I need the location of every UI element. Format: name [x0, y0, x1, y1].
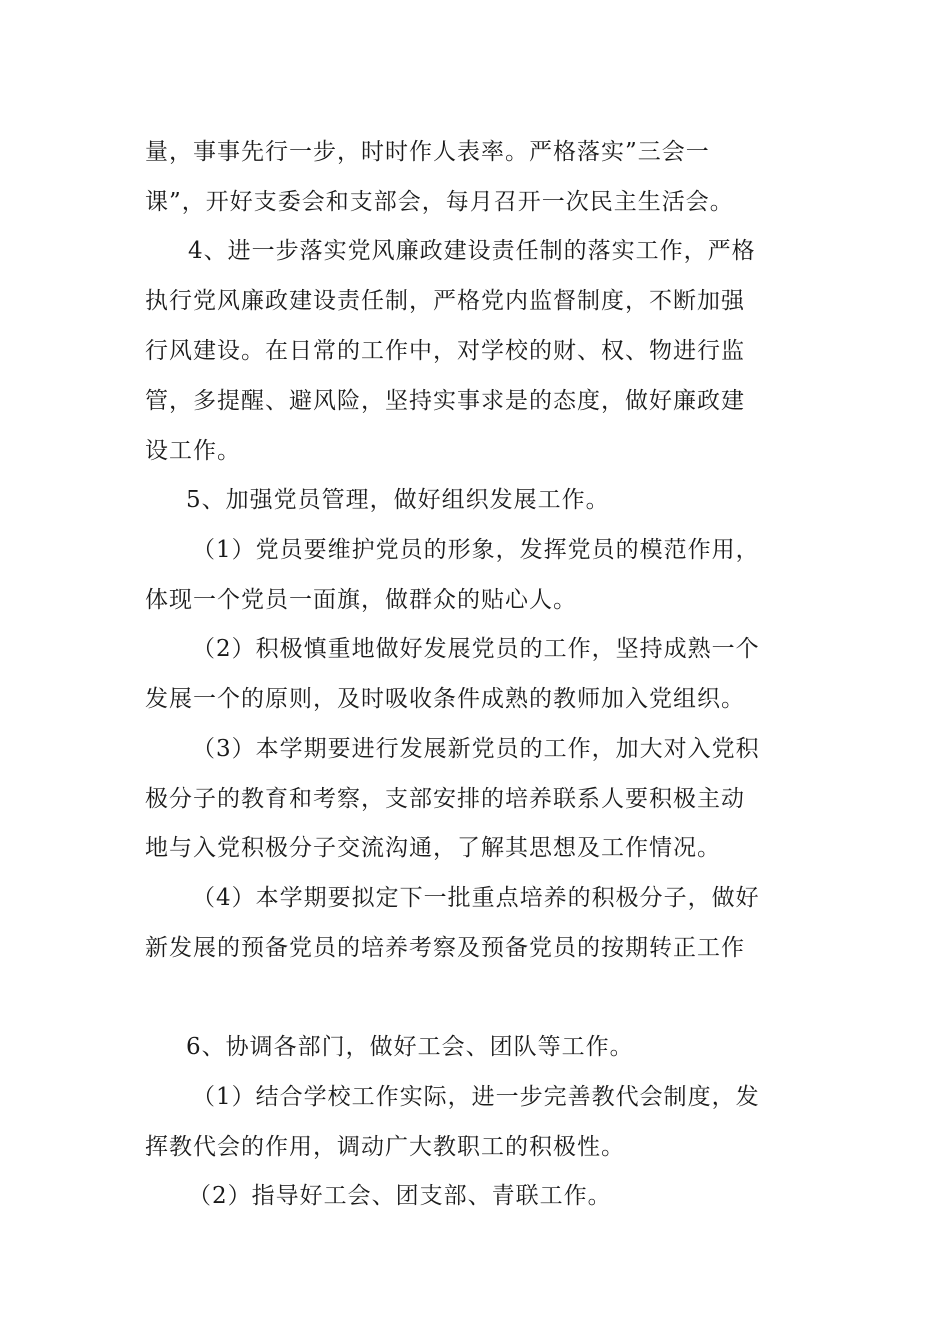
text-line: （3）本学期要进行发展新党员的工作，加大对入党积: [192, 736, 760, 762]
text-line: （1）结合学校工作实际，进一步完善教代会制度，发: [192, 1084, 760, 1110]
text-line: （2）指导好工会、团支部、青联工作。: [188, 1183, 612, 1209]
text-line: 执行党风廉政建设责任制，严格党内监督制度，不断加强: [145, 288, 745, 314]
text-line: 行风建设。在日常的工作中，对学校的财、权、物进行监: [145, 338, 745, 364]
text-line: 新发展的预备党员的培养考察及预备党员的按期转正工作: [145, 935, 745, 961]
text-line: 体现一个党员一面旗，做群众的贴心人。: [145, 587, 577, 613]
text-line: （2）积极慎重地做好发展党员的工作，坚持成熟一个: [192, 636, 760, 662]
text-line: 挥教代会的作用，调动广大教职工的积极性。: [145, 1134, 625, 1160]
text-line: 课”，开好支委会和支部会，每月召开一次民主生活会。: [145, 189, 734, 215]
text-line: 6、协调各部门，做好工会、团队等工作。: [186, 1034, 634, 1060]
text-line: 设工作。: [145, 438, 241, 464]
text-line: （1）党员要维护党员的形象，发挥党员的模范作用，: [192, 537, 760, 563]
text-line: 管，多提醒、避风险，坚持实事求是的态度，做好廉政建: [145, 388, 745, 414]
text-line: 4、进一步落实党风廉政建设责任制的落实工作，严格: [188, 238, 756, 264]
text-line: 量，事事先行一步，时时作人表率。严格落实”三会一: [145, 139, 710, 165]
text-line: 地与入党积极分子交流沟通，了解其思想及工作情况。: [145, 835, 721, 861]
text-line: 极分子的教育和考察，支部安排的培养联系人要积极主动: [145, 786, 745, 812]
text-line: （4）本学期要拟定下一批重点培养的积极分子，做好: [192, 885, 760, 911]
text-line: 5、加强党员管理，做好组织发展工作。: [186, 487, 610, 513]
text-line: 发展一个的原则，及时吸收条件成熟的教师加入党组织。: [145, 686, 745, 712]
